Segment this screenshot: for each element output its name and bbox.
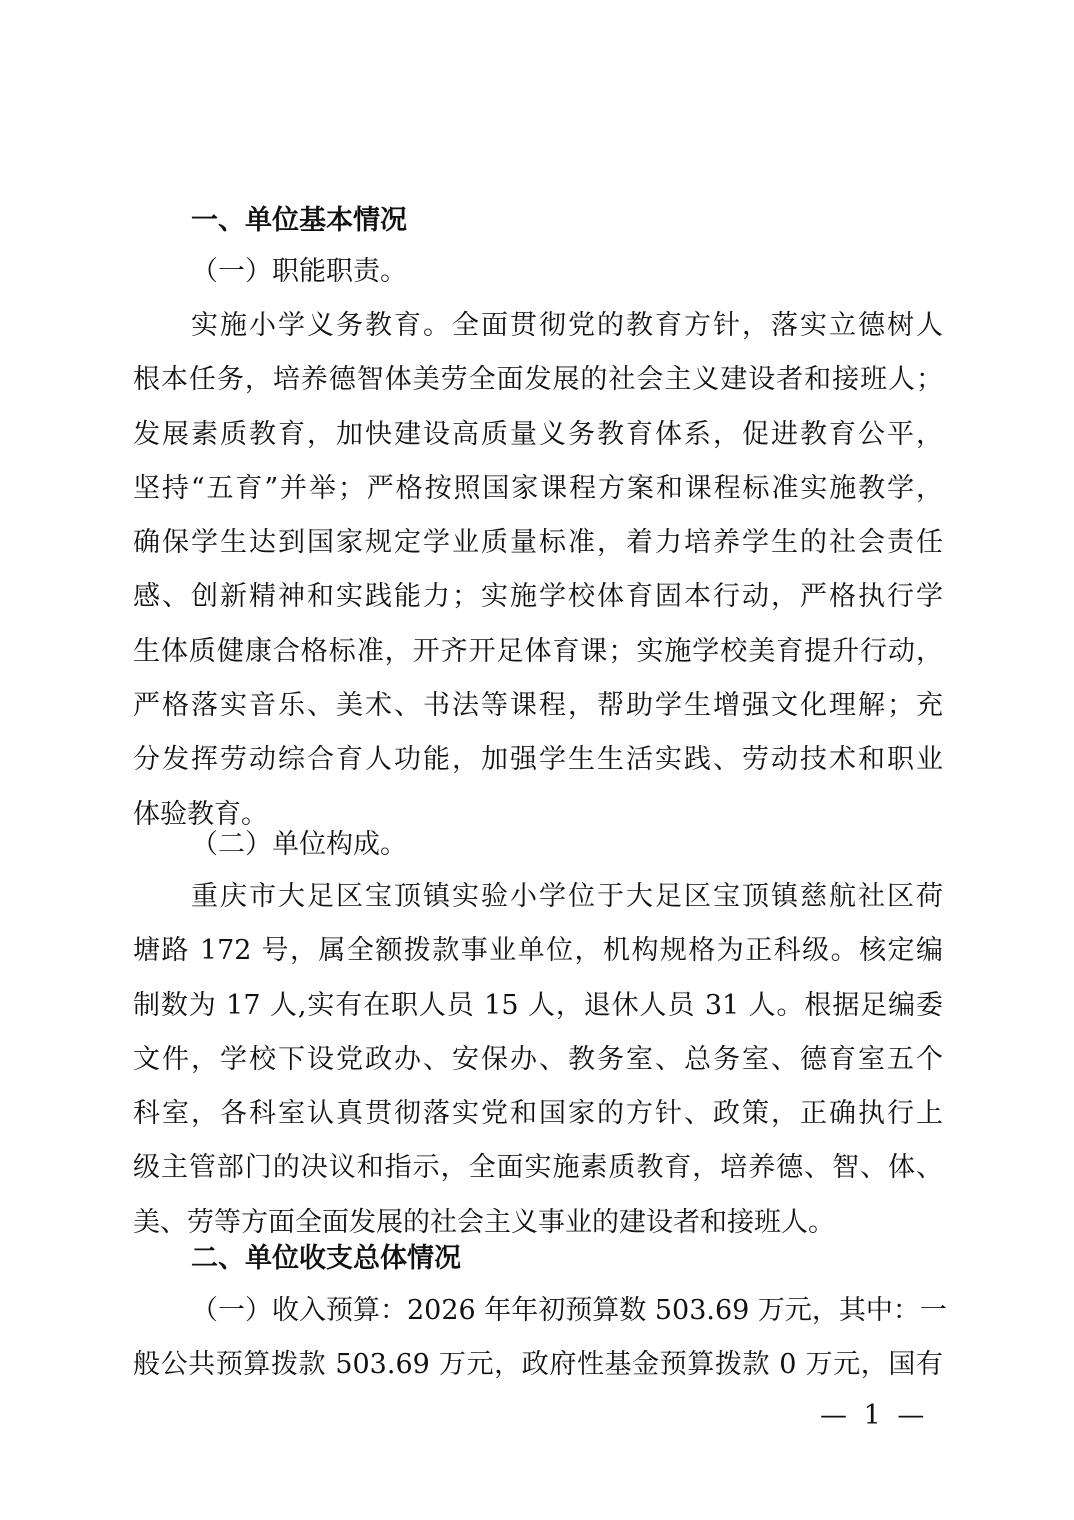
section-2-heading: 二、单位收支总体情况 (191, 1243, 461, 1274)
functions-subheading: （一）职能职责。 (191, 256, 407, 287)
composition-paragraph (133, 877, 943, 1257)
functions-paragraph (133, 306, 943, 849)
page-number: — 1 — (820, 1400, 929, 1431)
paragraph-line: （一）收入预算：2026 年年初预算数 503.69 万元，其中：一 (191, 1295, 947, 1326)
paragraph-line: 科室，各科室认真贯彻落实党和国家的方针、政策，正确执行上 (133, 1098, 943, 1130)
paragraph-line: 重庆市大足区宝顶镇实验小学位于大足区宝顶镇慈航社区荷 (191, 881, 943, 912)
paragraph-line: 级主管部门的决议和指示，全面实施素质教育，培养德、智、体、 (133, 1152, 943, 1184)
paragraph-line: 制数为 17 人,实有在职人员 15 人，退休人员 31 人。根据足编委 (133, 989, 943, 1021)
paragraph-line: 发展素质教育，加快建设高质量义务教育体系，促进教育公平， (133, 418, 943, 450)
paragraph-line: 塘路 172 号，属全额拨款事业单位，机构规格为正科级。核定编 (133, 935, 943, 967)
paragraph-line: 分发挥劳动综合育人功能，加强学生生活实践、劳动技术和职业 (133, 744, 943, 776)
paragraph-line: 严格落实音乐、美术、书法等课程，帮助学生增强文化理解；充 (133, 690, 943, 722)
paragraph-line: 文件，学校下设党政办、安保办、教务室、总务室、德育室五个 (133, 1043, 943, 1075)
paragraph-line: 生体质健康合格标准，开齐开足体育课；实施学校美育提升行动， (133, 635, 943, 667)
paragraph-line: 体验教育。 (133, 798, 268, 830)
section-1-heading: 一、单位基本情况 (191, 205, 407, 236)
composition-subheading: （二）单位构成。 (191, 829, 407, 860)
paragraph-line: 实施小学义务教育。全面贯彻党的教育方针，落实立德树人 (191, 310, 943, 341)
paragraph-line: 般公共预算拨款 503.69 万元，政府性基金预算拨款 0 万元，国有 (133, 1349, 943, 1381)
paragraph-line: 感、创新精神和实践能力；实施学校体育固本行动，严格执行学 (133, 581, 943, 613)
paragraph-line: 美、劳等方面全面发展的社会主义事业的建设者和接班人。 (133, 1206, 835, 1238)
income-budget-paragraph (133, 1291, 947, 1400)
paragraph-line: 坚持“五育”并举；严格按照国家课程方案和课程标准实施教学， (133, 472, 943, 504)
paragraph-line: 确保学生达到国家规定学业质量标准，着力培养学生的社会责任 (133, 527, 943, 559)
paragraph-line: 根本任务，培养德智体美劳全面发展的社会主义建设者和接班人； (133, 364, 943, 396)
